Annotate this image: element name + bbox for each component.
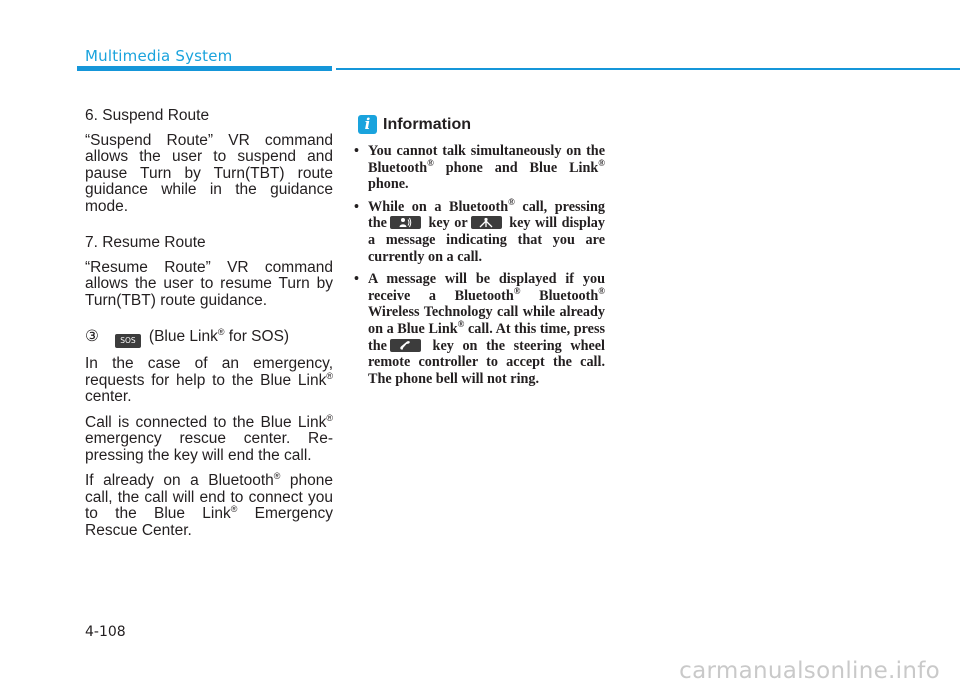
watermark: carmanualsonline.info: [679, 658, 940, 684]
resume-route-body: “Resume Route” VR command allows the user to resume Turn by Turn(TBT) route guidance.: [85, 258, 333, 309]
info-icon: i: [358, 115, 377, 134]
sos-heading: ③ SOS (Blue Link® for SOS): [85, 329, 333, 348]
phone-call-icon: [390, 339, 421, 352]
information-title: Information: [383, 116, 471, 133]
suspend-route-body: “Suspend Route” VR command allows the user to suspend and pause Turn by Turn(TBT) route guidance while in the guidance mode.: [85, 131, 333, 215]
info-bullet-on-call: • While on a Bluetooth® call, pressing the key or key will display a message indicating that you are currently on a call.: [354, 199, 605, 265]
information-box: [354, 143, 605, 393]
call-connected-paragraph: Call is connected to the Blue Link® emergency rescue center. Re-pressing the key will end the call.: [85, 412, 333, 464]
information-header: [358, 115, 471, 134]
emergency-paragraph: In the case of an emergency, requests for help to the Blue Link® center.: [85, 355, 333, 405]
sos-marker: ③: [85, 328, 99, 345]
voice-recognition-icon: [390, 216, 421, 229]
header-accent-bar: [77, 66, 332, 71]
suspend-route-heading: 6. Suspend Route: [85, 107, 210, 124]
blue-link-icon: [471, 216, 502, 229]
header-rule: [336, 68, 960, 70]
info-bullet-simultaneous: • You cannot talk simultaneously on the Bluetooth® phone and Blue Link® phone.: [354, 143, 605, 193]
bluetooth-call-paragraph: If already on a Bluetooth® phone call, the call will end to connect you to the Blue Link® Emergency Rescue Center.: [85, 471, 333, 539]
left-column: [85, 108, 333, 548]
page-number: 4-108: [85, 624, 126, 640]
section-title: Multimedia System: [85, 47, 233, 65]
resume-route-heading: 7. Resume Route: [85, 234, 206, 251]
info-bullet-incoming: • A message will be displayed if you receive a Bluetooth® Bluetooth® Wireless Technology call while already on a Blue Link® call. At this time, press the key on the steering wheel remote controller to accept the call. The phone bell will not ring.: [354, 271, 605, 387]
sos-key-icon: SOS: [115, 334, 141, 348]
